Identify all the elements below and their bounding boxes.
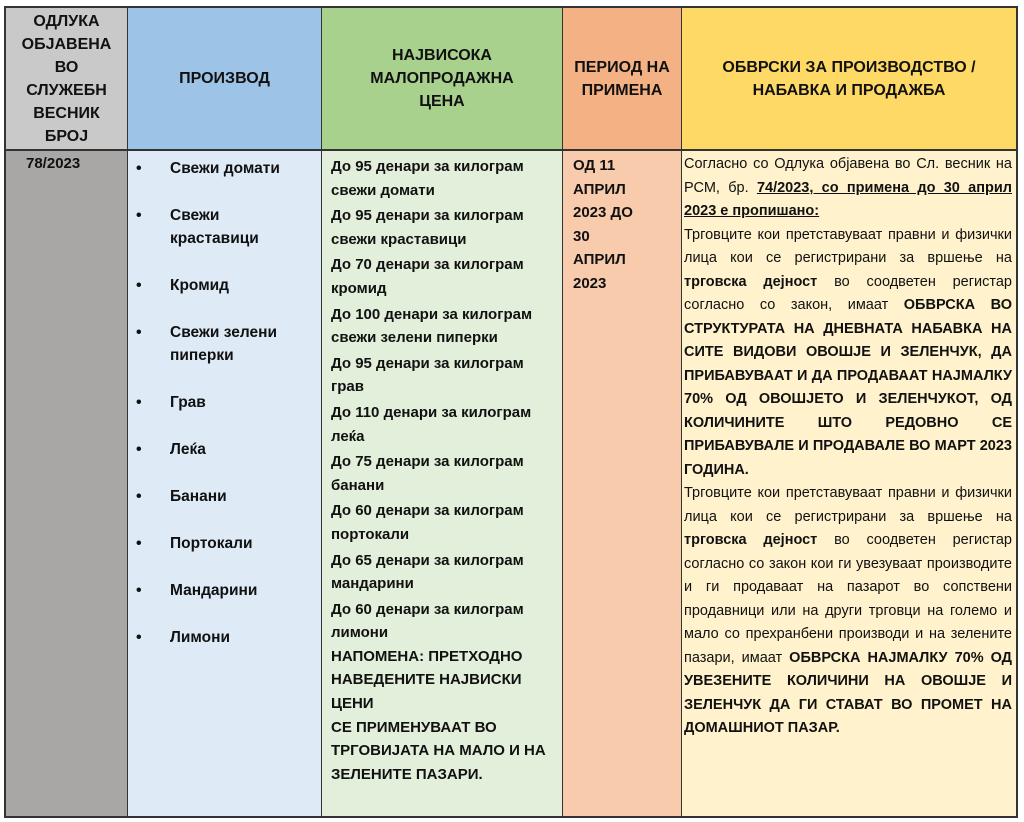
obligations-paragraph-1: Трговците кои претставуваат правни и физички лица кои се регистрирани за вршење на трговска дејност во соодветен регистар согласно со закон, имаат ОБВРСКА ВО СТРУКТУРАТА НА ДНЕВНАТА НАБАВКА НА СИТЕ ВИДОВИ ОВОШЈЕ И ЗЕЛЕНЧУК, ДА ПРИБАВУВААТ И ДА ПРОДАВААТ НАЈМАЛКУ 70% ОД ОВОШЈЕТО И ЗЕЛЕНЧУКОТ, ОД КОЛИЧИНИТЕ ШТО РЕДОВНО СЕ ПРИБАВУВАЛЕ И ПРОДАВАЛЕ ВО МАРТ 2023 ГОДИНА. (684, 226, 1012, 478)
price-item: До 60 денари за килограм лимони (331, 600, 524, 642)
price-header (322, 8, 562, 151)
price-item: До 100 денари за килограм свежи зелени пиперки (331, 305, 533, 347)
product-list (128, 151, 321, 649)
period-value: ОД 11 АПРИЛ 2023 ДО 30 АПРИЛ 2023 (573, 157, 633, 292)
price-list (322, 151, 562, 816)
price-note-continued: СЕ ПРИМЕНУВААТ ВО ТРГОВИЈАТА НА МАЛО И НА ЗЕЛЕНИТЕ ПАЗАРИ. (331, 718, 546, 783)
price-note: НАПОМЕНА: ПРЕТХОДНО НАВЕДЕНИТЕ НАЈВИСКИ ЦЕНИ (331, 647, 523, 713)
list-item: • Банани (128, 485, 298, 508)
list-item: • Кромид (128, 274, 298, 297)
price-item: До 95 денари за килограм свежи краставици (331, 207, 524, 248)
obligations-header-text: ОБВРСКИ ЗА ПРОИЗВОДСТВО / НАБАВКА И ПРОДАЖБА (722, 58, 976, 99)
obligations-intro: Согласно со Одлука објавена во Сл. весник на РСМ, бр. 74/2023, со примена до 30 април 2023 е пропишано: (684, 156, 1012, 219)
regulation-table (4, 6, 1018, 818)
obligations-text (682, 151, 1016, 816)
price-item: До 65 денари за килограм мандарини (331, 551, 524, 593)
decision-column (6, 8, 128, 816)
bullet-icon: • (136, 324, 142, 341)
bullet-icon: • (136, 535, 142, 552)
period-column (563, 8, 682, 816)
bullet-icon: • (136, 582, 142, 599)
list-item: • Свежи домати (128, 157, 298, 180)
list-item: • Лимони (128, 626, 298, 649)
obligations-paragraph-2: Трговците кои претставуваат правни и физички лица кои се регистрирани за вршење на трговска дејност во соодветен регистар согласно со закон кои ги увезуваат производите и ги продаваат на пазарот во сопствени продавници или на други трговци на големо и мало со прехранбени производи и на зелените пазари, имаат ОБВРСКА НАЈМАЛКУ 70% ОД УВЕЗЕНИТЕ КОЛИЧИНИ НА ОВОШЈЕ И ЗЕЛЕНЧУК ДА ГИ СТАВАТ ВО ПРОМЕТ НА ДОМАШНИОТ ПАЗАР. (684, 485, 1012, 736)
list-item: • Свежи краставици (128, 204, 298, 250)
bullet-icon: • (136, 277, 142, 294)
period-header-text: ПЕРИОД НА ПРИМЕНА (574, 58, 670, 99)
price-item: До 95 денари за килограм свежи домати (331, 158, 524, 199)
list-item: • Леќа (128, 438, 298, 461)
price-column (322, 8, 563, 816)
bullet-icon: • (136, 394, 142, 411)
list-item: • Свежи зелени пиперки (128, 321, 298, 367)
price-item: До 95 денари за килограм грав (331, 354, 524, 396)
product-header: ПРОИЗВОД (128, 8, 321, 151)
price-item: До 110 денари за килограм леќа (331, 403, 532, 445)
bullet-icon: • (136, 488, 142, 505)
period-header (563, 8, 681, 151)
obligations-header (682, 8, 1016, 151)
price-header-text: НАЈВИСОКА МАЛОПРОДАЖНА ЦЕНА (370, 47, 514, 110)
obligations-column (682, 8, 1016, 816)
bullet-icon: • (136, 160, 142, 177)
issue-number: 78/2023 (26, 155, 81, 172)
decision-header (6, 8, 127, 151)
bullet-icon: • (136, 629, 142, 646)
list-item: • Грав (128, 391, 298, 414)
price-item: До 60 денари за килограм портокали (331, 502, 524, 543)
price-item: До 75 денари за килограм банани (331, 453, 524, 494)
decision-header-text: ОДЛУКА ОБЈАВЕНА ВО СЛУЖЕБН ВЕСНИК БРОЈ (21, 12, 112, 145)
price-item: До 70 денари за килограм кромид (331, 256, 524, 297)
list-item: • Мандарини (128, 579, 298, 602)
product-column (128, 8, 322, 816)
list-item: • Портокали (128, 532, 298, 555)
bullet-icon: • (136, 441, 142, 458)
bullet-icon: • (136, 207, 142, 224)
